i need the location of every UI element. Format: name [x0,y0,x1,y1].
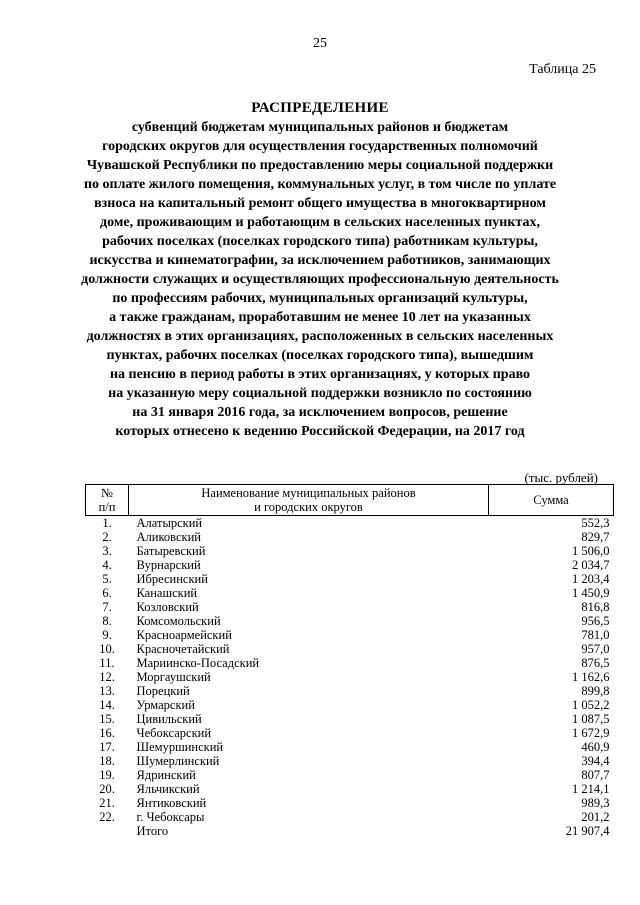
row-number: 10. [99,642,115,656]
row-district-name: Аликовский [136,530,201,544]
row-sum: 956,5 [581,614,610,628]
table-row [86,796,614,810]
row-district-name: Красноармейский [136,628,232,642]
subtitle-line: городских округов для осуществления государственных полномочий [102,139,538,154]
row-district-name: Батыревский [136,544,206,558]
table-row [86,810,614,824]
row-district-name: Вурнарский [136,558,201,572]
row-number: 19. [99,768,115,782]
row-number: 1. [102,516,112,530]
row-number: 2. [102,530,112,544]
subtitle-line: а также гражданам, проработавшим не менее 10 лет на указанных [109,310,531,325]
document-title: РАСПРЕДЕЛЕНИЕ [251,100,389,116]
header-name [129,485,489,516]
row-sum: 552,3 [581,516,610,530]
header-sum: Сумма [489,485,614,516]
total-label: Итого [136,824,169,838]
row-sum: 1 203,4 [572,572,610,586]
row-district-name: г. Чебоксары [136,810,205,824]
row-sum: 1 450,9 [572,586,610,600]
table-row [86,544,614,558]
table-row [86,670,614,684]
row-number: 15. [99,712,115,726]
row-number: 4. [102,558,112,572]
table-row [86,712,614,726]
table-row [86,726,614,740]
subtitle-line: на пенсию в период работы в этих организациях, у которых право [109,367,531,382]
row-district-name: Ибресинский [136,572,208,586]
row-number: 9. [102,628,112,642]
row-number: 21. [99,796,115,810]
row-sum: 781,0 [581,628,610,642]
subtitle-line: должностях в этих организациях, расположенных в сельских населенных [86,329,554,344]
header-number-line2: п/п [98,500,116,514]
row-district-name: Мариинско-Посадский [136,656,260,670]
table-row [86,572,614,586]
row-district-name: Чебоксарский [136,726,212,740]
subtitle-line: по профессиям рабочих, муниципальных организаций культуры, [112,291,528,306]
row-district-name: Красночетайский [136,642,230,656]
subtitle-line: субвенций бюджетам муниципальных районов и бюджетам [131,120,509,135]
table-row [86,558,614,572]
row-district-name: Цивильский [136,712,202,726]
header-name-line2: и городских округов [254,500,363,514]
row-district-name: Шемуршинский [136,740,224,754]
row-number: 16. [99,726,115,740]
table-row [86,754,614,768]
subtitle-line: взноса на капитальный ремонт общего имущества в многоквартирном [94,196,546,211]
row-district-name: Урмарский [136,698,195,712]
row-number: 8. [102,614,112,628]
header-number-line1: № [101,486,113,500]
row-number: 3. [102,544,112,558]
row-sum: 876,5 [581,656,610,670]
subtitle-line: на указанную меру социальной поддержки возникло по состоянию [108,386,532,401]
row-number: 12. [99,670,115,684]
subtitle-line: пунктах, рабочих поселках (поселках городского типа), вышедшим [106,348,534,363]
total-sum: 21 907,4 [565,824,610,838]
row-sum: 829,7 [581,530,610,544]
header-number [86,485,129,516]
page-number: 25 [313,36,327,51]
row-district-name: Яльчикский [136,782,200,796]
row-district-name: Козловский [136,600,199,614]
row-sum: 1 087,5 [572,712,610,726]
row-sum: 1 162,6 [572,670,610,684]
row-number: 5. [102,572,112,586]
distribution-table [85,484,614,838]
row-number: 20. [99,782,115,796]
row-district-name: Комсомольский [136,614,221,628]
subtitle-line: по оплате жилого помещения, коммунальных услуг, в том числе по уплате [83,177,557,192]
row-district-name: Порецкий [136,684,190,698]
subtitle-line: на 31 января 2016 года, за исключением вопросов, решение [132,405,508,420]
row-district-name: Алатырский [136,516,203,530]
subtitle-line: рабочих поселках (поселках городского типа) работникам культуры, [102,234,538,249]
row-number: 18. [99,754,115,768]
row-number: 14. [99,698,115,712]
table-header-row [86,485,614,516]
table-row [86,600,614,614]
row-sum: 807,7 [581,768,610,782]
row-district-name: Ядринский [136,768,196,782]
table-row [86,698,614,712]
units-label: (тыс. рублей) [524,470,598,485]
table-body [86,516,614,839]
table-row [86,530,614,544]
row-number: 13. [99,684,115,698]
table-label: Таблица 25 [529,62,596,77]
table-row [86,684,614,698]
row-sum: 957,0 [581,642,610,656]
header-name-line1: Наименование муниципальных районов [201,486,416,500]
row-district-name: Канашский [136,586,198,600]
row-sum: 1 506,0 [572,544,610,558]
table-row [86,586,614,600]
row-sum: 201,2 [581,810,610,824]
row-sum: 460,9 [581,740,610,754]
row-number: 17. [99,740,115,754]
row-sum: 816,8 [581,600,610,614]
table-row [86,642,614,656]
subtitle-line: Чувашской Республики по предоставлению меры социальной поддержки [86,158,554,173]
subtitle-line: доме, проживающим и работающим в сельских населенных пунктах, [100,215,540,230]
row-number: 6. [102,586,112,600]
total-number-cell [86,824,129,838]
row-number: 11. [99,656,115,670]
table-row [86,656,614,670]
row-sum: 394,4 [581,754,610,768]
table-row [86,782,614,796]
row-number: 22. [99,810,115,824]
subtitle-line: искусства и кинематографии, за исключением работников, занимающих [89,253,551,268]
document-subtitle [60,118,580,441]
row-sum: 1 672,9 [572,726,610,740]
document-heading [60,98,580,441]
table-row [86,628,614,642]
row-sum: 1 214,1 [572,782,610,796]
table-row [86,614,614,628]
row-district-name: Шумерлинский [136,754,220,768]
table-row [86,768,614,782]
table-row [86,516,614,531]
subtitle-line: которых отнесено к ведению Российской Федерации, на 2017 год [115,424,525,439]
row-number: 7. [102,600,112,614]
table-total-row [86,824,614,838]
subtitle-line: должности служащих и осуществляющих профессиональную деятельность [81,272,559,287]
table-row [86,740,614,754]
row-district-name: Моргаушский [136,670,211,684]
row-sum: 989,3 [581,796,610,810]
row-district-name: Янтиковский [136,796,207,810]
row-sum: 899,8 [581,684,610,698]
row-sum: 2 034,7 [572,558,610,572]
row-sum: 1 052,2 [572,698,610,712]
